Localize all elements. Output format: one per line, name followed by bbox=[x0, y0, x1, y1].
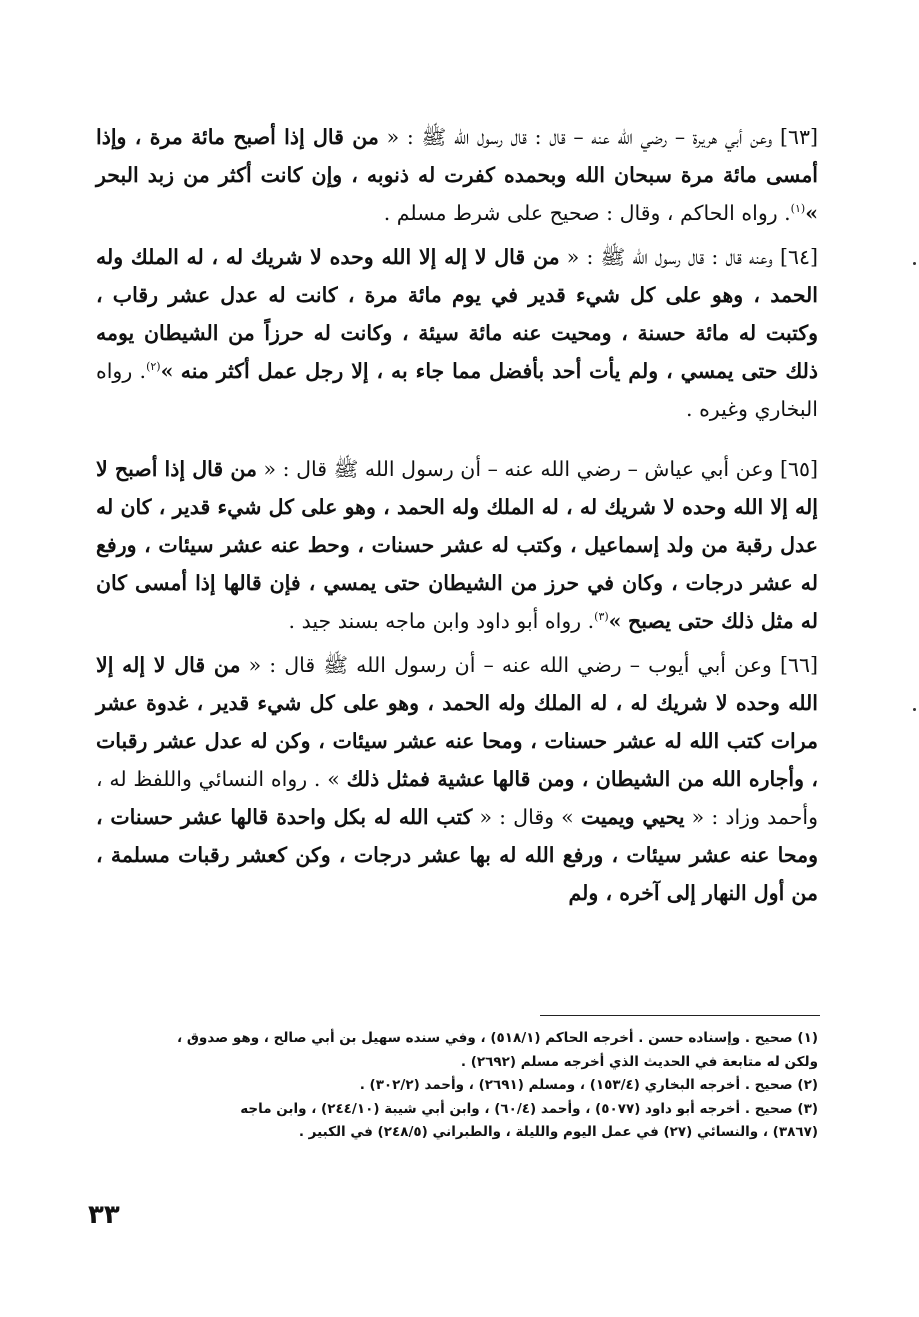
hadith-addition: يحيي ويميت bbox=[580, 805, 685, 829]
footnote-line: (٣) صحيح . أخرجه أبو داود (٥٠٧٧) ، وأحمد (٦٠/٤) ، وابن أبي شيبة (٢٤٤/١٠) ، وابن ماجه bbox=[240, 1100, 818, 1117]
hadith-addition-2: كتب الله له بكل واحدة قالها عشر حسنات ، ومحا عنه عشر سيئات ، ورفع الله له بها عشر درجات ، وكن كعشر رقبات مسلمة ، من أول النهار إلى آخره ، ولم bbox=[96, 805, 818, 905]
hadith-source: . رواه أبو داود وابن ماجه بسند جيد . bbox=[288, 609, 595, 633]
hadith-number: [٦٤] bbox=[779, 245, 818, 269]
page-number: ٣٣ bbox=[88, 1200, 120, 1230]
hadith-64 bbox=[96, 238, 818, 428]
hadith-number: [٦٦] bbox=[779, 653, 818, 677]
quote-close: » bbox=[608, 609, 622, 633]
footnotes bbox=[70, 1027, 818, 1145]
quote-close: » bbox=[805, 201, 818, 225]
footnote-line: (١) صحيح . وإسناده حسن . أخرجه الحاكم (٥١٨/١) ، وفي سنده سهيل بن أبي صالح ، وهو صدوق ، bbox=[177, 1030, 818, 1046]
footnote-line: (٣٨٦٧) ، والنسائي (٢٧) في عمل اليوم والليلة ، والطبراني (٢٤٨/٥) في الكبير . bbox=[298, 1124, 818, 1140]
scan-speck bbox=[913, 708, 916, 711]
hadith-source: . رواه الحاكم ، وقال : صحيح على شرط مسلم . bbox=[383, 201, 791, 225]
hadith-intro: وعنه قال : قال رسول الله ﷺ : « bbox=[566, 245, 773, 269]
hadith-66 bbox=[96, 646, 818, 912]
main-text bbox=[96, 118, 818, 912]
hadith-intro: وعن أبي أيوب – رضي الله عنه – أن رسول الله ﷺ قال : « bbox=[248, 653, 772, 677]
footnote-line: (٢) صحيح . أخرجه البخاري (١٥٣/٤) ، ومسلم (٢٦٩١) ، وأحمد (٣٠٢/٢) . bbox=[359, 1077, 818, 1093]
scan-speck bbox=[913, 262, 916, 265]
footnote-divider bbox=[540, 1015, 820, 1016]
hadith-quote: من قال إذا أصبح مائة مرة ، وإذا أمسى مائة مرة سبحان الله وبحمده كفرت له ذنوبه ، وإن كانت أكثر من زبد البحر bbox=[96, 125, 818, 187]
footnote-ref: (٣) bbox=[594, 610, 609, 624]
hadith-quote: من قال لا إله إلا الله وحده لا شريك له ، له الملك وله الحمد ، وهو على كل شيء قدير ، غدوة عشر مرات كتب الله له عشر حسنات ، ومحا عنه عشر سيئات ، وكن له عدل عشر رقبات ، وأجاره الله من الشيطان ، ومن قالها عشية فمثل ذلك bbox=[96, 653, 819, 791]
hadith-number: [٦٣] bbox=[779, 125, 818, 149]
footnote-ref: (٢) bbox=[146, 360, 161, 374]
footnote-ref: (١) bbox=[790, 202, 806, 216]
quote-close: » bbox=[160, 359, 174, 383]
hadith-source: . رواه البخاري وغيره . bbox=[96, 359, 818, 421]
hadith-quote: من قال لا إله إلا الله وحده لا شريك له ، له الملك وله الحمد ، وهو على كل شيء قدير في يوم مائة مرة ، كانت له عدل عشر رقاب ، وكتبت له مائة حسنة ، ومحيت عنه مائة سيئة ، وكانت له حرزاً من الشيطان يومه ذلك حتى يمسي ، ولم يأت أحد بأفضل مما جاء به ، إلا رجل عمل أكثر منه bbox=[96, 245, 818, 383]
hadith-source: » . رواه النسائي واللفظ له ، وأحمد وزاد : « bbox=[96, 767, 818, 829]
hadith-63 bbox=[96, 118, 818, 232]
hadith-quote: من قال إذا أصبح لا إله إلا الله وحده لا شريك له ، له الملك وله الحمد ، وهو على كل شيء قدير ، كان له عدل رقبة من ولد إسماعيل ، وكتب له عشر حسنات ، وحط عنه عشر سيئات ، ورفع له عشر درجات ، وكان في حرز من الشيطان حتى يمسي ، فإن قالها إذا أمسى كان له مثل ذلك حتى يصبح bbox=[96, 457, 818, 633]
hadith-connector: » وقال : « bbox=[479, 805, 574, 829]
hadith-number: [٦٥] bbox=[779, 457, 818, 481]
hadith-65 bbox=[96, 450, 818, 640]
hadith-intro: وعن أبي عياش – رضي الله عنه – أن رسول الله ﷺ قال : « bbox=[263, 457, 774, 481]
footnote-line: ولكن له متابعة في الحديث الذي أخرجه مسلم (٢٦٩٢) . bbox=[460, 1053, 818, 1070]
hadith-intro: وعن أبي هريرة – رضي الله عنه – قال : قال رسول الله ﷺ : « bbox=[386, 125, 773, 149]
